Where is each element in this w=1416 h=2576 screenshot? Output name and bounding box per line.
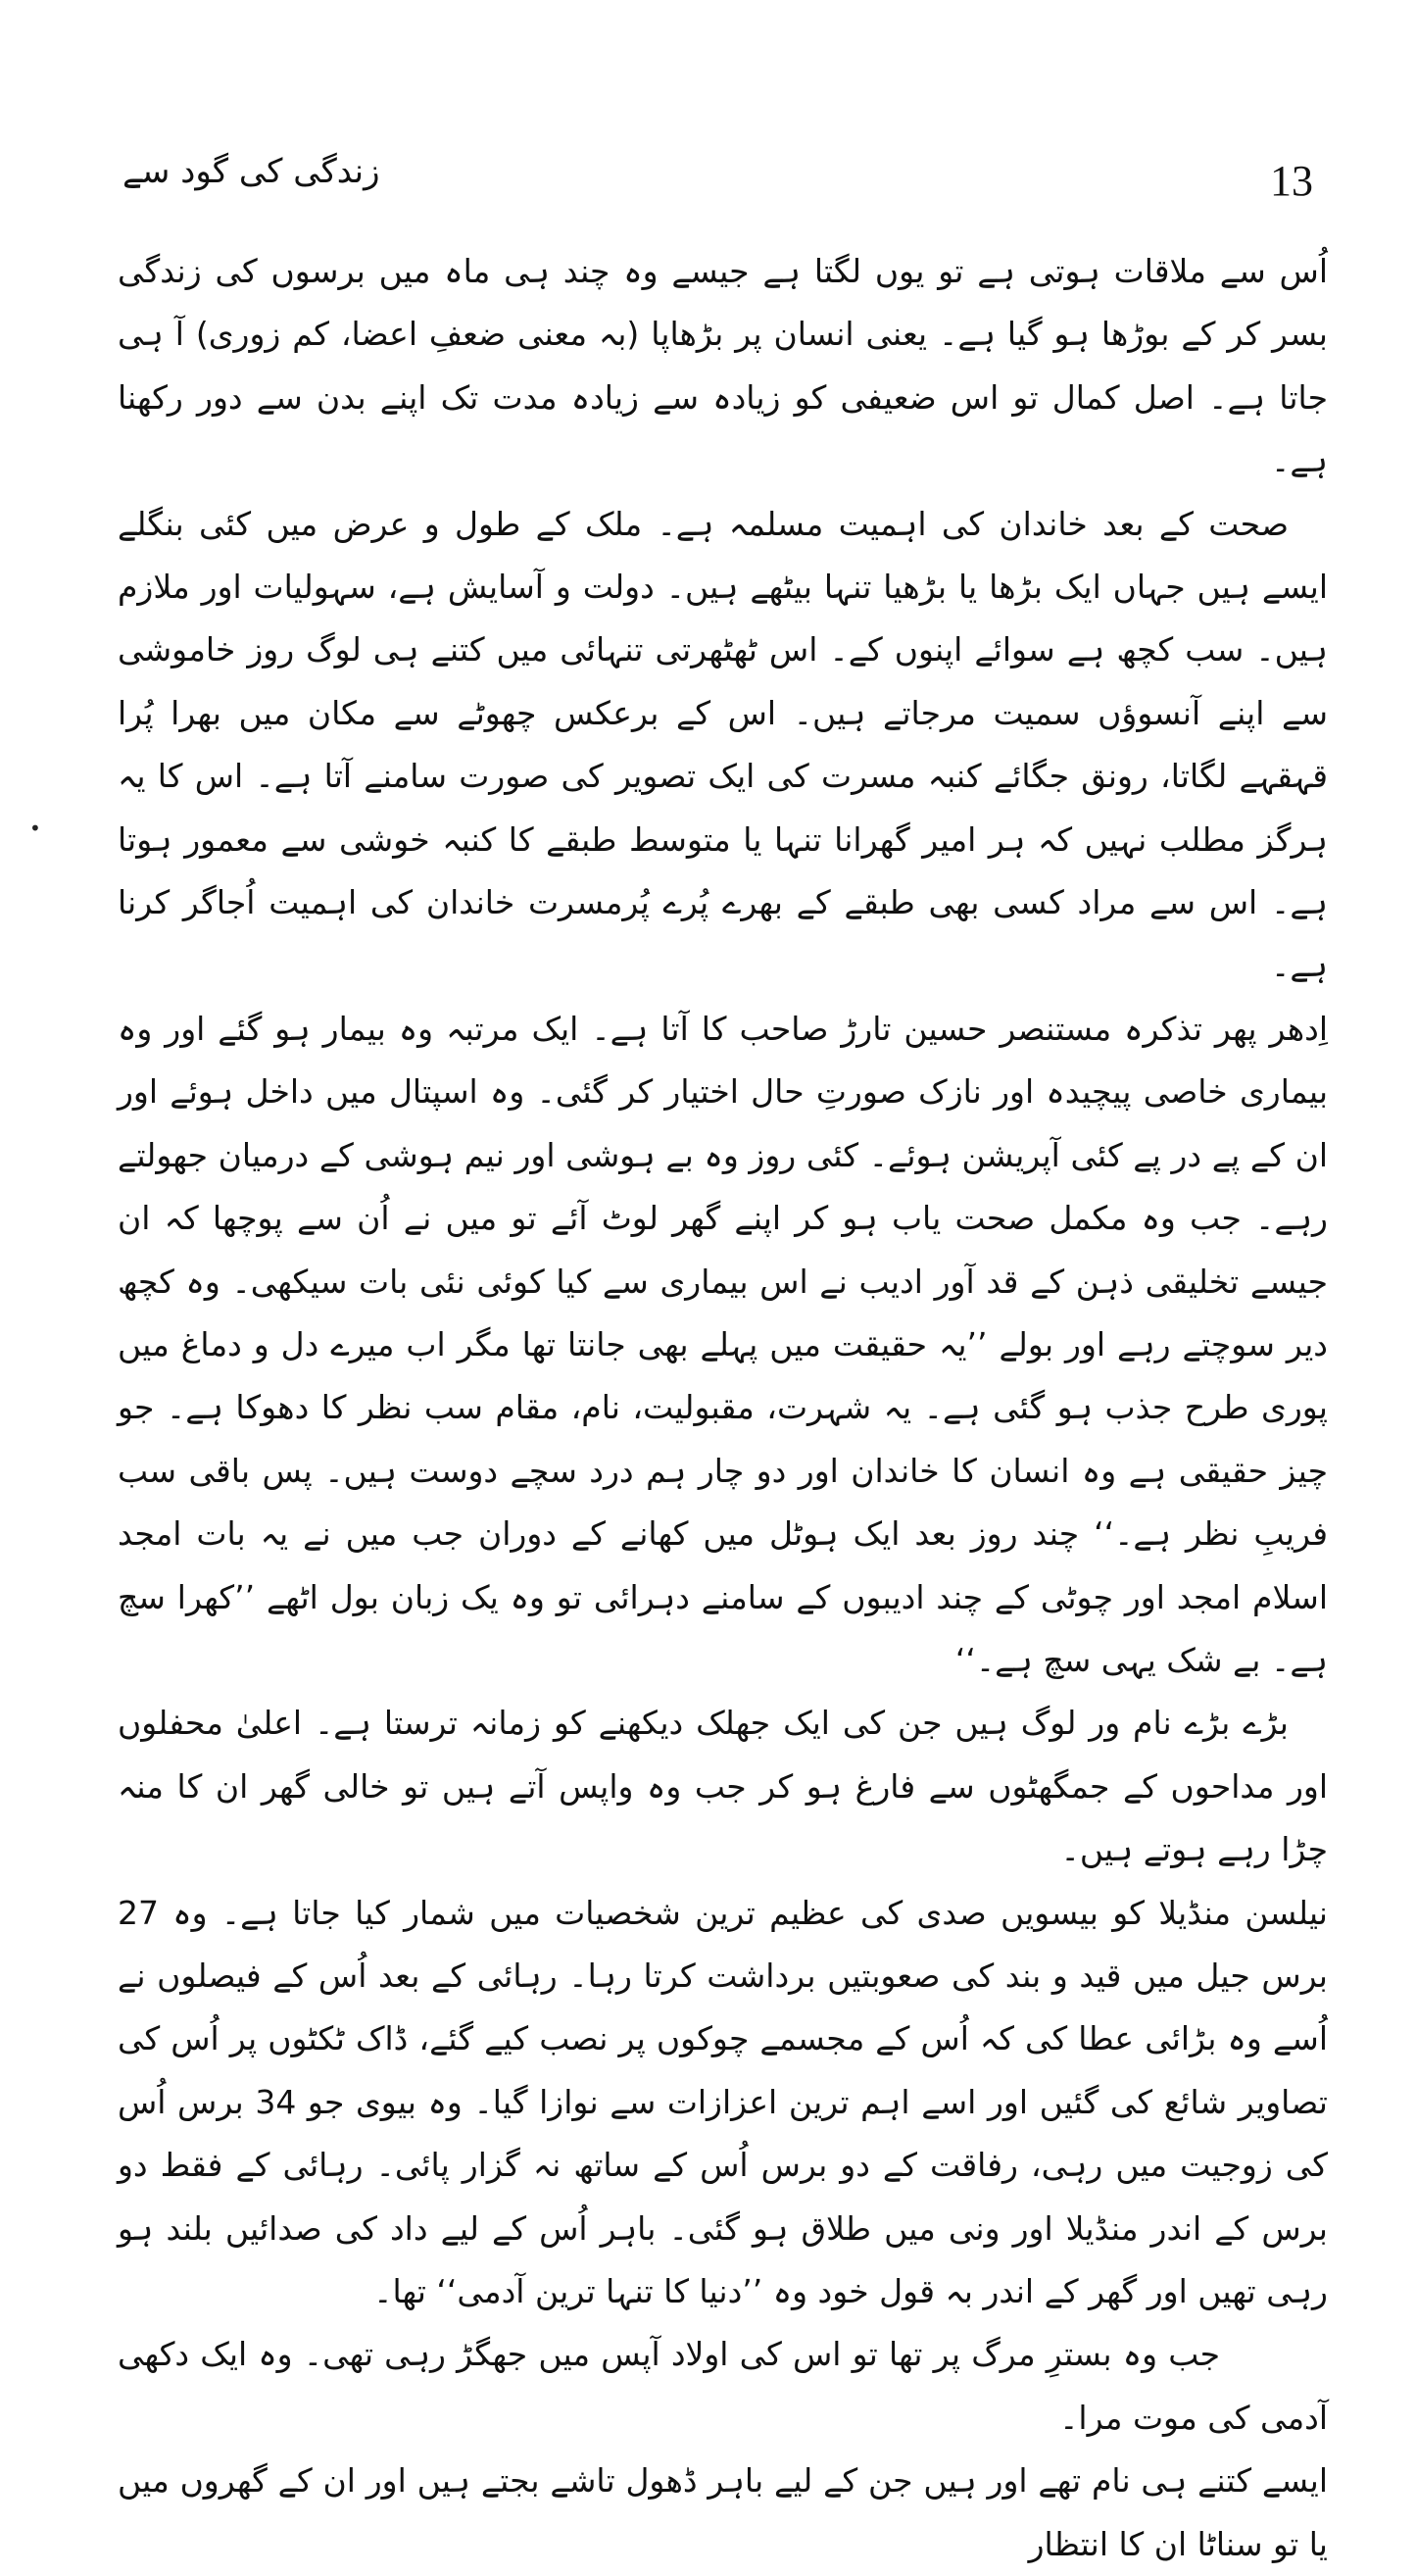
- body-text: [118, 240, 1328, 2576]
- paragraph-4: بڑے بڑے نام ور لوگ ہیں جن کی ایک جھلک دیکھنے کو زمانہ ترستا ہے۔ اعلیٰ محفلوں اور مداحوں کے جمگھٹوں سے فارغ ہو کر جب وہ واپس آتے ہیں تو خالی گھر ان کا منہ چڑا رہے ہوتے ہیں۔: [118, 1704, 1328, 1869]
- paragraph-6: جب وہ بسترِ مرگ پر تھا تو اس کی اولاد آپس میں جھگڑ رہی تھی۔ وہ ایک دکھی آدمی کی موت مرا۔: [118, 2335, 1328, 2437]
- paragraph-3: اِدھر پھر تذکرہ مستنصر حسین تارڑ صاحب کا آتا ہے۔ ایک مرتبہ وہ بیمار ہو گئے اور وہ بیماری خاصی پیچیدہ اور نازک صورتِ حال اختیار کر گئی۔ وہ اسپتال میں داخل ہوئے اور ان کے پے در پے کئی آپریشن ہوئے۔ کئی روز وہ بے ہوشی اور نیم ہوشی کے درمیان جھولتے رہے۔ جب وہ مکمل صحت یاب ہو کر اپنے گھر لوٹ آئے تو میں نے اُن سے پوچھا کہ ان جیسے تخلیقی ذہن کے قد آور ادیب نے اس بیماری سے کیا کوئی نئی بات سیکھی۔ وہ کچھ دیر سوچتے رہے اور بولے ’’یہ حقیقت میں پہلے بھی جانتا تھا مگر اب میرے دل و دماغ میں پوری طرح جذب ہو گئی ہے۔ یہ شہرت، مقبولیت، نام، مقام سب نظر کا دھوکا ہے۔ جو چیز حقیقی ہے وہ انسان کا خاندان اور دو چار ہم درد سچے دوست ہیں۔ پس باقی سب فریبِ نظر ہے۔‘‘ چند روز بعد ایک ہوٹل میں کھانے کے دوران جب میں نے یہ بات امجد اسلام امجد اور چوٹی کے چند ادیبوں کے سامنے دہرائی تو وہ یک زبان بول اٹھے ’’کھرا سچ ہے۔ بے شک یہی سچ ہے۔‘‘: [118, 1009, 1328, 1679]
- margin-dot-mark: •: [29, 817, 41, 840]
- page-number: 13: [1270, 157, 1313, 205]
- paragraph-5: نیلسن منڈیلا کو بیسویں صدی کی عظیم ترین شخصیات میں شمار کیا جاتا ہے۔ وہ 27 برس جیل میں قید و بند کی صعوبتیں برداشت کرتا رہا۔ رہائی کے بعد اُس کے فیصلوں نے اُسے وہ بڑائی عطا کی کہ اُس کے مجسمے چوکوں پر نصب کیے گئے، ڈاک ٹکٹوں پر اُس کی تصاویر شائع کی گئیں اور اسے اہم ترین اعزازات سے نوازا گیا۔ وہ بیوی جو 34 برس اُس کی زوجیت میں رہی، رفاقت کے دو برس اُس کے ساتھ نہ گزار پائی۔ رہائی کے فقط دو برس کے اندر منڈیلا اور ونی میں طلاق ہو گئی۔ باہر اُس کے لیے داد کی صدائیں بلند ہو رہی تھیں اور گھر کے اندر بہ قول خود وہ ’’دنیا کا تنہا ترین آدمی‘‘ تھا۔: [118, 1893, 1328, 2310]
- page-header: [103, 147, 1313, 216]
- paragraph-2: صحت کے بعد خاندان کی اہمیت مسلمہ ہے۔ ملک کے طول و عرض میں کئی بنگلے ایسے ہیں جہاں ایک بڑھا یا بڑھیا تنہا بیٹھے ہیں۔ دولت و آسایش ہے، سہولیات اور ملازم ہیں۔ سب کچھ ہے سوائے اپنوں کے۔ اس ٹھٹھرتی تنہائی میں کتنے ہی لوگ روز خاموشی سے اپنے آنسوؤں سمیت مرجاتے ہیں۔ اس کے برعکس چھوٹے سے مکان میں بھرا پُرا قہقہے لگاتا، رونق جگائے کنبہ مسرت کی ایک تصویر کی صورت سامنے آتا ہے۔ اس کا یہ ہرگز مطلب نہیں کہ ہر امیر گھرانا تنہا یا متوسط طبقے کا کنبہ خوشی سے معمور ہوتا ہے۔ اس سے مراد کسی بھی طبقے کے بھرے پُرے پُرمسرت خاندان کی اہمیت اُجاگر کرنا ہے۔: [118, 504, 1328, 985]
- running-title: زندگی کی گود سے: [122, 152, 380, 191]
- paragraph-1: اُس سے ملاقات ہوتی ہے تو یوں لگتا ہے جیسے وہ چند ہی ماہ میں برسوں کی زندگی بسر کر کے بوڑھا ہو گیا ہے۔ یعنی انسان پر بڑھاپا (بہ معنی ضعفِ اعضا، کم زوری) آ ہی جاتا ہے۔ اصل کمال تو اس ضعیفی کو زیادہ سے زیادہ مدت تک اپنے بدن سے دور رکھنا ہے۔: [118, 252, 1328, 480]
- paragraph-7: ایسے کتنے ہی نام تھے اور ہیں جن کے لیے باہر ڈھول تاشے بجتے ہیں اور ان کے گھروں میں یا تو سناٹا ان کا انتظار: [118, 2461, 1328, 2563]
